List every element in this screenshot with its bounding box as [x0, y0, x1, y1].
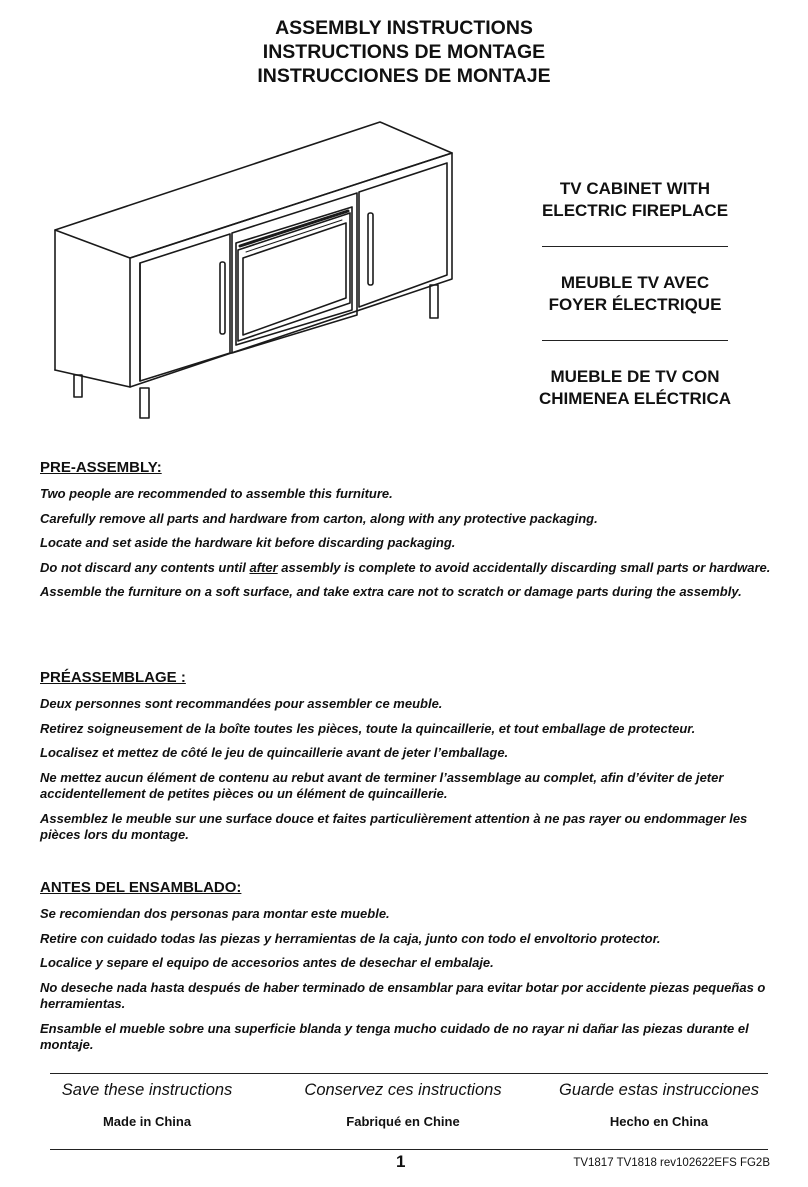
- instruction-paragraph: Do not discard any contents until after assembly is complete to avoid accidentally discarding small parts or hardware.: [40, 559, 771, 575]
- instruction-paragraph: Ne mettez aucun élément de contenu au rebut avant de terminer l’assemblage au complet, afin d’éviter de jeter accidentellement de petites pièces ou un élément de quincaillerie.: [40, 769, 724, 801]
- instruction-paragraph: Assemblez le meuble sur une surface douce et faites particulièrement attention à ne pas rayer ou endommager les pièces lors du montage.: [40, 810, 748, 842]
- section-heading: PRÉASSEMBLAGE :: [40, 669, 186, 686]
- title-english: ASSEMBLY INSTRUCTIONS: [275, 17, 533, 39]
- document-title: [0, 16, 808, 88]
- divider: [542, 246, 728, 247]
- instruction-paragraph: Deux personnes sont recommandées pour assembler ce meuble.: [40, 696, 443, 711]
- pre-assembly-section: [40, 459, 775, 609]
- instruction-paragraph: Se recomiendan dos personas para montar este mueble.: [40, 906, 390, 921]
- model-codes: TV1817 TV1818 rev102622EFS FG2B: [573, 1157, 770, 1169]
- page-number: 1: [396, 1152, 406, 1171]
- made-in-english: Made in China: [102, 1114, 192, 1129]
- save-instructions-english: Save these instructions: [61, 1081, 233, 1099]
- instruction-paragraph: Localisez et mettez de côté le jeu de quincaillerie avant de jeter l’emballage.: [40, 745, 509, 760]
- footer-divider-top: [50, 1073, 768, 1074]
- section-heading: ANTES DEL ENSAMBLADO:: [40, 879, 242, 896]
- product-name-english: TV CABINET WITH ELECTRIC FIREPLACE: [541, 179, 729, 220]
- antes-del-ensamblado-section: [40, 879, 775, 1062]
- product-name-spanish: MUEBLE DE TV CON CHIMENEA ELÉCTRICA: [538, 367, 732, 408]
- instruction-paragraph: Two people are recommended to assemble this furniture.: [40, 486, 393, 501]
- title-spanish: INSTRUCCIONES DE MONTAJE: [257, 65, 551, 87]
- instruction-paragraph: Assemble the furniture on a soft surface, and take extra care not to scratch or damage parts during the assembly.: [40, 584, 742, 599]
- divider: [542, 340, 728, 341]
- instruction-paragraph: No deseche nada hasta después de haber terminado de ensamblar para evitar botar por accidente piezas pequeñas o herramientas.: [40, 979, 766, 1011]
- made-in-french: Fabriqué en Chine: [346, 1114, 460, 1129]
- title-french: INSTRUCTIONS DE MONTAGE: [262, 41, 546, 63]
- save-instructions-french: Conservez ces instructions: [304, 1081, 502, 1099]
- instruction-paragraph: Locate and set aside the hardware kit before discarding packaging.: [40, 535, 456, 550]
- save-instructions-spanish: Guarde estas instrucciones: [559, 1081, 759, 1099]
- product-names: [510, 178, 760, 410]
- product-name-french: MEUBLE TV AVEC FOYER ÉLECTRIQUE: [548, 273, 722, 314]
- section-heading: PRE-ASSEMBLY:: [40, 459, 162, 476]
- instruction-paragraph: Retirez soigneusement de la boîte toutes les pièces, toute la quincaillerie, et tout emballage de protecteur.: [40, 720, 696, 736]
- instruction-paragraph: Carefully remove all parts and hardware from carton, along with any protective packaging.: [40, 510, 598, 526]
- tv-cabinet-illustration: [50, 115, 470, 425]
- preassemblage-section: [40, 669, 775, 852]
- footer-divider-bottom: [50, 1149, 768, 1150]
- instruction-paragraph: Localice y separe el equipo de accesorios antes de desechar el embalaje.: [40, 955, 494, 970]
- made-in-spanish: Hecho en China: [609, 1114, 709, 1129]
- instruction-paragraph: Retire con cuidado todas las piezas y herramientas de la caja, junto con todo el envoltorio protector.: [40, 930, 661, 946]
- instruction-paragraph: Ensamble el mueble sobre una superficie blanda y tenga mucho cuidado de no rayar ni dañar las piezas durante el montaje.: [40, 1020, 749, 1052]
